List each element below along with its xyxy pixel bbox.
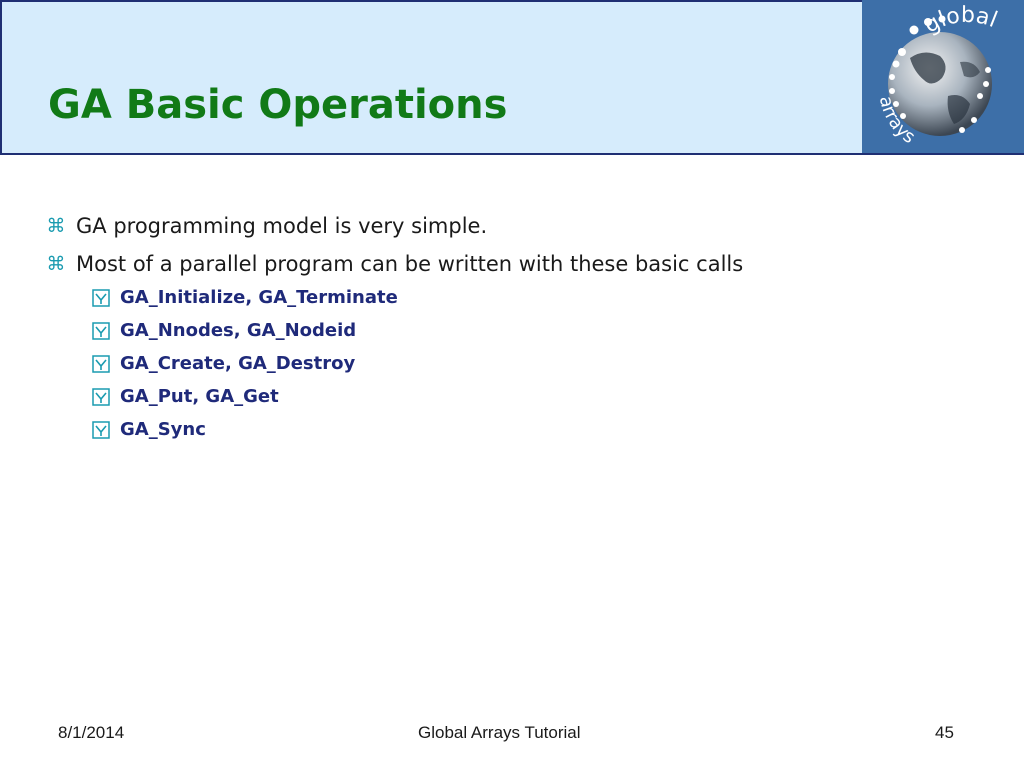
checkbox-icon — [92, 322, 110, 340]
checkbox-icon — [92, 355, 110, 373]
sub-bullet-text: GA_Sync — [120, 419, 206, 440]
sub-bullet-item — [92, 419, 206, 440]
sub-bullet-item — [92, 287, 398, 308]
sub-bullet-item — [92, 353, 355, 374]
svg-text:global: global — [920, 2, 1001, 39]
checkbox-icon — [92, 289, 110, 307]
svg-text:arrays: arrays — [874, 94, 919, 149]
sub-bullet-text: GA_Create, GA_Destroy — [120, 353, 356, 374]
footer-title: Global Arrays Tutorial — [418, 723, 581, 742]
bullet-text: GA programming model is very simple. — [76, 214, 488, 238]
global-arrays-logo — [862, 0, 1024, 155]
sub-bullet-text: GA_Initialize, GA_Terminate — [120, 287, 398, 308]
command-icon: ⌘ — [46, 253, 66, 275]
command-icon: ⌘ — [46, 215, 66, 237]
bullet-item — [46, 252, 743, 276]
checkbox-icon — [92, 388, 110, 406]
sub-bullet-text: GA_Nnodes, GA_Nodeid — [120, 320, 357, 341]
title-bar — [0, 0, 864, 155]
page-number: 45 — [935, 723, 954, 742]
sub-bullet-item — [92, 386, 279, 407]
checkbox-icon — [92, 421, 110, 439]
bullet-item — [46, 214, 487, 238]
slide-title: GA Basic Operations — [48, 82, 508, 128]
bullet-text: Most of a parallel program can be written with these basic calls — [76, 252, 744, 276]
sub-bullet-text: GA_Put, GA_Get — [120, 386, 279, 407]
sub-bullet-item — [92, 320, 356, 341]
globe-icon — [862, 0, 1024, 155]
footer-date: 8/1/2014 — [58, 723, 125, 742]
